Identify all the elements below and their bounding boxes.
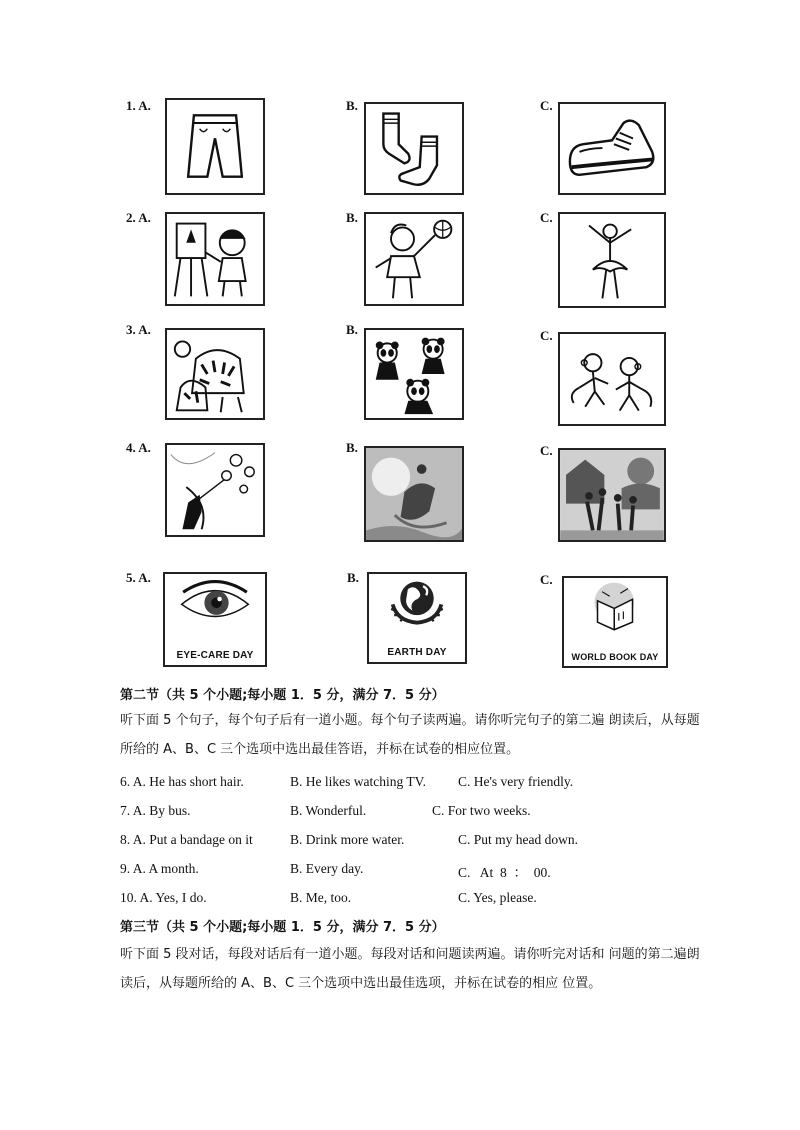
book-icon (564, 578, 666, 648)
tigers-icon (167, 330, 263, 418)
pandas-icon (366, 330, 462, 418)
option-c[interactable]: C. Yes, please. (458, 890, 537, 905)
village-scene-icon (560, 450, 664, 540)
archer-scene-icon (167, 445, 263, 535)
shorts-icon (167, 100, 263, 193)
option-b[interactable]: B. He likes watching TV. (290, 774, 426, 789)
option-a[interactable]: 6. A. He has short hair. (120, 774, 244, 789)
world-book-day-caption: WORLD BOOK DAY (571, 652, 659, 662)
eye-care-day-caption: EYE-CARE DAY (176, 650, 254, 661)
option-c-picture[interactable] (562, 576, 668, 668)
section-3-title: 第三节（共 5 个小题;每小题 1．5 分，满分 7．5 分） (120, 920, 445, 935)
girl-painting-icon (167, 214, 263, 304)
option-b[interactable]: B. Drink more water. (290, 832, 405, 847)
option-b-label: B. (346, 440, 358, 455)
option-a-picture[interactable] (165, 98, 265, 195)
moon-flying-scene-icon (366, 448, 462, 540)
socks-icon (366, 104, 462, 193)
option-a-picture[interactable] (165, 328, 265, 420)
option-c-picture[interactable] (558, 102, 666, 195)
section-2-title: 第二节（共 5 个小题;每小题 1．5 分，满分 7．5 分） (120, 688, 445, 703)
option-b[interactable]: B. Me, too. (290, 890, 352, 905)
question-label: 4. A. (126, 440, 151, 455)
sneaker-icon (560, 104, 664, 193)
eye-icon (165, 574, 265, 646)
earth-icon (369, 574, 465, 644)
option-b-picture[interactable] (364, 446, 464, 542)
option-b-picture[interactable] (364, 212, 464, 306)
option-c-label: C. (540, 328, 553, 343)
option-c-picture[interactable] (558, 332, 666, 426)
option-a[interactable]: 7. A. By bus. (120, 803, 191, 818)
question-label: 1. A. (126, 98, 151, 113)
option-a-picture[interactable] (165, 212, 265, 306)
question-label: 2. A. (126, 210, 151, 225)
option-c[interactable]: C. At 8 ： 00. (458, 865, 551, 880)
earth-day-caption: EARTH DAY (387, 647, 447, 658)
option-b-picture[interactable] (364, 102, 464, 195)
option-c-picture[interactable] (558, 448, 666, 542)
option-a[interactable]: 8. A. Put a bandage on it (120, 832, 253, 847)
girl-ball-icon (366, 214, 462, 304)
question-label: 5. A. (126, 570, 151, 585)
ballet-dancer-icon (560, 214, 664, 306)
option-b-label: B. (346, 322, 358, 337)
option-c-picture[interactable] (558, 212, 666, 308)
option-c-label: C. (540, 443, 553, 458)
option-b-label: B. (346, 210, 358, 225)
option-a-picture[interactable] (163, 572, 267, 667)
option-c-label: C. (540, 98, 553, 113)
option-c-label: C. (540, 210, 553, 225)
option-b[interactable]: B. Wonderful. (290, 803, 367, 818)
monkeys-icon (560, 334, 664, 424)
option-a-picture[interactable] (165, 443, 265, 537)
option-b-picture[interactable] (367, 572, 467, 664)
option-c[interactable]: C. For two weeks. (432, 803, 531, 818)
question-label: 3. A. (126, 322, 151, 337)
section-3-instructions: 听下面 5 段对话，每段对话后有一道小题。每段对话和问题读两遍。请你听完对话和 问题的第二遍朗读后，从每题所给的 A、B、C 三个选项中选出最佳选项，并标在试卷的相应 位置。 (120, 947, 700, 991)
option-a[interactable]: 10. A. Yes, I do. (120, 890, 207, 905)
option-b-picture[interactable] (364, 328, 464, 420)
option-b-label: B. (346, 98, 358, 113)
option-c[interactable]: C. He's very friendly. (458, 774, 574, 789)
option-b-label: B. (347, 570, 359, 585)
option-c-label: C. (540, 572, 553, 587)
option-a[interactable]: 9. A. A month. (120, 861, 199, 876)
option-b[interactable]: B. Every day. (290, 861, 364, 876)
section-2-instructions: 听下面 5 个句子，每个句子后有一道小题。每个句子读两遍。请你听完句子的第二遍 朗读后，从每题所给的 A、B、C 三个选项中选出最佳答语，并标在试卷的相应位置。 (120, 713, 700, 757)
option-c[interactable]: C. Put my head down. (458, 832, 578, 847)
